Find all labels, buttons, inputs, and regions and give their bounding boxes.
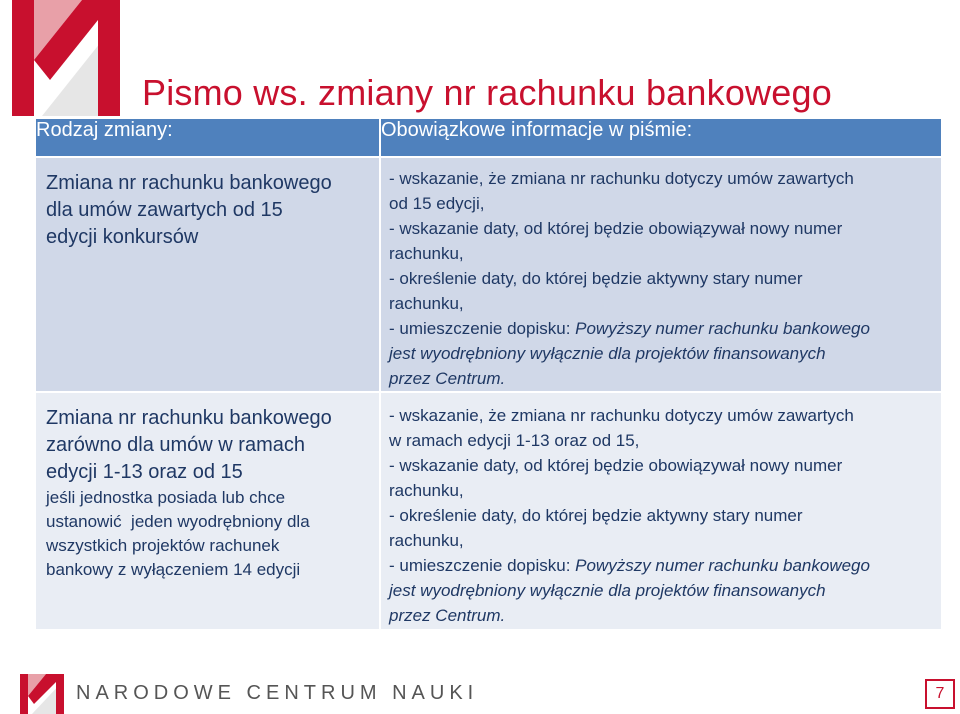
info-line: - określenie daty, do której będzie aktywny stary numer (389, 506, 803, 525)
change-type-note: jeśli jednostka posiada lub chce (46, 488, 286, 507)
change-info-table (34, 117, 943, 631)
required-info-cell (380, 157, 942, 392)
required-info-text (381, 393, 941, 628)
info-line: rachunku, (389, 244, 464, 263)
page-number: 7 (925, 679, 955, 709)
change-type-note: ustanowić jeden wyodrębniony dla (46, 512, 310, 531)
info-line: - wskazanie, że zmiana nr rachunku dotyczy umów zawartych (389, 406, 854, 425)
required-info-text (381, 158, 941, 391)
info-line: - wskazanie daty, od której będzie obowiązywał nowy numer (389, 219, 843, 238)
ncn-logo-icon (12, 0, 120, 116)
change-type-text (36, 393, 379, 582)
info-line: jest wyodrębniony wyłącznie dla projektów finansowanych (389, 581, 826, 600)
required-info-cell (380, 392, 942, 630)
change-type-line: dla umów zawartych od 15 (46, 199, 283, 221)
change-type-line: edycji 1-13 oraz od 15 (46, 461, 243, 483)
info-line: - wskazanie daty, od której będzie obowiązywał nowy numer (389, 456, 843, 475)
header-required-info: Obowiązkowe informacje w piśmie: (380, 118, 942, 157)
info-line: - określenie daty, do której będzie aktywny stary numer (389, 269, 803, 288)
info-line: - umieszczenie dopisku: Powyższy numer rachunku bankowego (389, 556, 870, 575)
change-type-line: edycji konkursów (46, 226, 199, 248)
change-type-text (36, 158, 379, 251)
table-row (35, 157, 942, 392)
info-line: rachunku, (389, 531, 464, 550)
info-line: od 15 edycji, (389, 194, 485, 213)
info-line: - umieszczenie dopisku: Powyższy numer rachunku bankowego (389, 319, 870, 338)
info-line: rachunku, (389, 481, 464, 500)
header-change-type: Rodzaj zmiany: (35, 118, 380, 157)
page-title: Pismo ws. zmiany nr rachunku bankowego (142, 72, 832, 113)
ncn-logo-icon (20, 674, 64, 714)
organization-name: NARODOWE CENTRUM NAUKI (76, 682, 479, 704)
info-line: przez Centrum. (389, 606, 506, 625)
info-line: przez Centrum. (389, 369, 506, 388)
change-type-line: Zmiana nr rachunku bankowego (46, 407, 332, 429)
change-type-note: wszystkich projektów rachunek (46, 536, 280, 555)
info-line: rachunku, (389, 294, 464, 313)
info-line: w ramach edycji 1-13 oraz od 15, (389, 431, 640, 450)
change-type-note: bankowy z wyłączeniem 14 edycji (46, 560, 301, 579)
change-type-cell (35, 157, 380, 392)
info-line: jest wyodrębniony wyłącznie dla projektów finansowanych (389, 344, 826, 363)
change-type-line: Zmiana nr rachunku bankowego (46, 172, 332, 194)
info-line: - wskazanie, że zmiana nr rachunku dotyczy umów zawartych (389, 169, 854, 188)
change-type-line: zarówno dla umów w ramach (46, 434, 305, 456)
change-type-cell (35, 392, 380, 630)
table-row (35, 392, 942, 630)
